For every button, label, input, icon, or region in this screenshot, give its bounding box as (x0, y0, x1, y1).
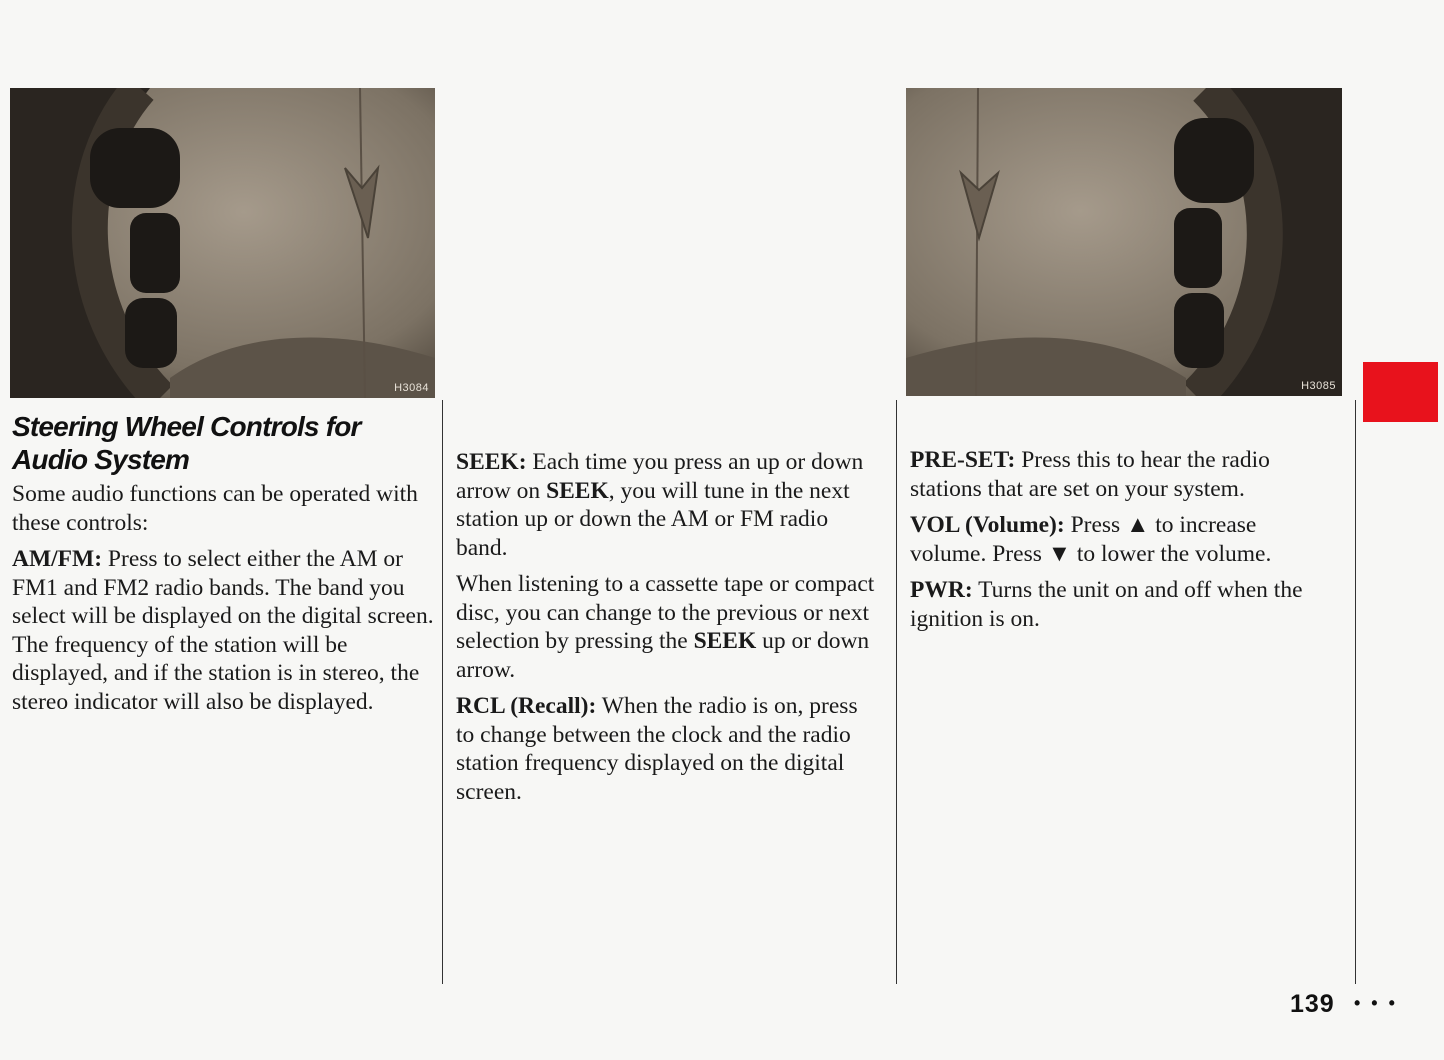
photo-code-left: H3084 (394, 382, 429, 394)
steering-wheel-photo-right (906, 88, 1342, 396)
seek-paragraph (456, 448, 881, 562)
page-dots: • • • (1354, 993, 1398, 1013)
seek-label: SEEK: (456, 449, 527, 475)
vol-text-3: to lower the volume. (1071, 540, 1272, 567)
seek-text-1: Each time you press an up or down arrow on (456, 449, 864, 504)
rcl-text: When the radio is on, press to change between the clock and the radio station frequency displayed on the digital screen. (456, 693, 858, 805)
preset-paragraph (910, 446, 1330, 503)
section-heading (12, 410, 437, 476)
pwr-text: Turns the unit on and off when the ignition is on. (910, 577, 1303, 632)
column-1 (12, 410, 437, 724)
column-divider-3 (1355, 400, 1356, 984)
preset-label: PRE-SET: (910, 447, 1016, 473)
amfm-text: Press to select either the AM or FM1 and FM2 radio bands. The band you select will be displayed on the digital screen. The frequency of the station will be displayed, and if the station is in stereo, the stereo indicator will also be displayed. (12, 546, 434, 715)
heading-line-1: Steering Wheel Controls for (12, 411, 361, 442)
vol-paragraph (910, 511, 1330, 568)
pwr-paragraph (910, 576, 1330, 633)
down-arrow-icon: ▼ (1047, 540, 1071, 567)
preset-text: Press this to hear the radio stations that are set on your system. (910, 447, 1270, 502)
column-3 (910, 446, 1330, 641)
steering-wheel-photo-left (10, 88, 435, 398)
column-divider-2 (896, 400, 897, 984)
page-number: 139 (1290, 990, 1335, 1018)
vol-text-1: Press (1064, 512, 1127, 538)
up-arrow-icon: ▲ (1126, 512, 1150, 538)
intro-paragraph: Some audio functions can be operated with these controls: (12, 481, 418, 536)
rcl-paragraph (456, 692, 881, 806)
seek-bold: SEEK (546, 477, 609, 504)
cassette-text-1: When listening to a cassette tape or compact disc, you can change to the previous or next selection by pressing the (456, 571, 875, 654)
vol-label: VOL (Volume): (910, 512, 1065, 538)
column-2 (456, 448, 881, 814)
vol-text-2: to increase volume. Press (910, 512, 1257, 567)
amfm-paragraph (12, 545, 437, 716)
cassette-text-2: up or down arrow. (456, 628, 870, 683)
cassette-bold: SEEK (693, 628, 757, 654)
pwr-label: PWR: (910, 577, 973, 603)
column-divider-1 (442, 400, 443, 984)
heading-line-2: Audio System (12, 444, 190, 475)
photo-code-right: H3085 (1301, 380, 1336, 392)
amfm-label: AM/FM: (12, 546, 103, 572)
cassette-paragraph (456, 570, 881, 684)
section-tab-marker (1363, 362, 1438, 422)
seek-text-2: , you will tune in the next station up or down the AM or FM radio band. (456, 477, 850, 561)
rcl-label: RCL (Recall): (456, 693, 597, 719)
